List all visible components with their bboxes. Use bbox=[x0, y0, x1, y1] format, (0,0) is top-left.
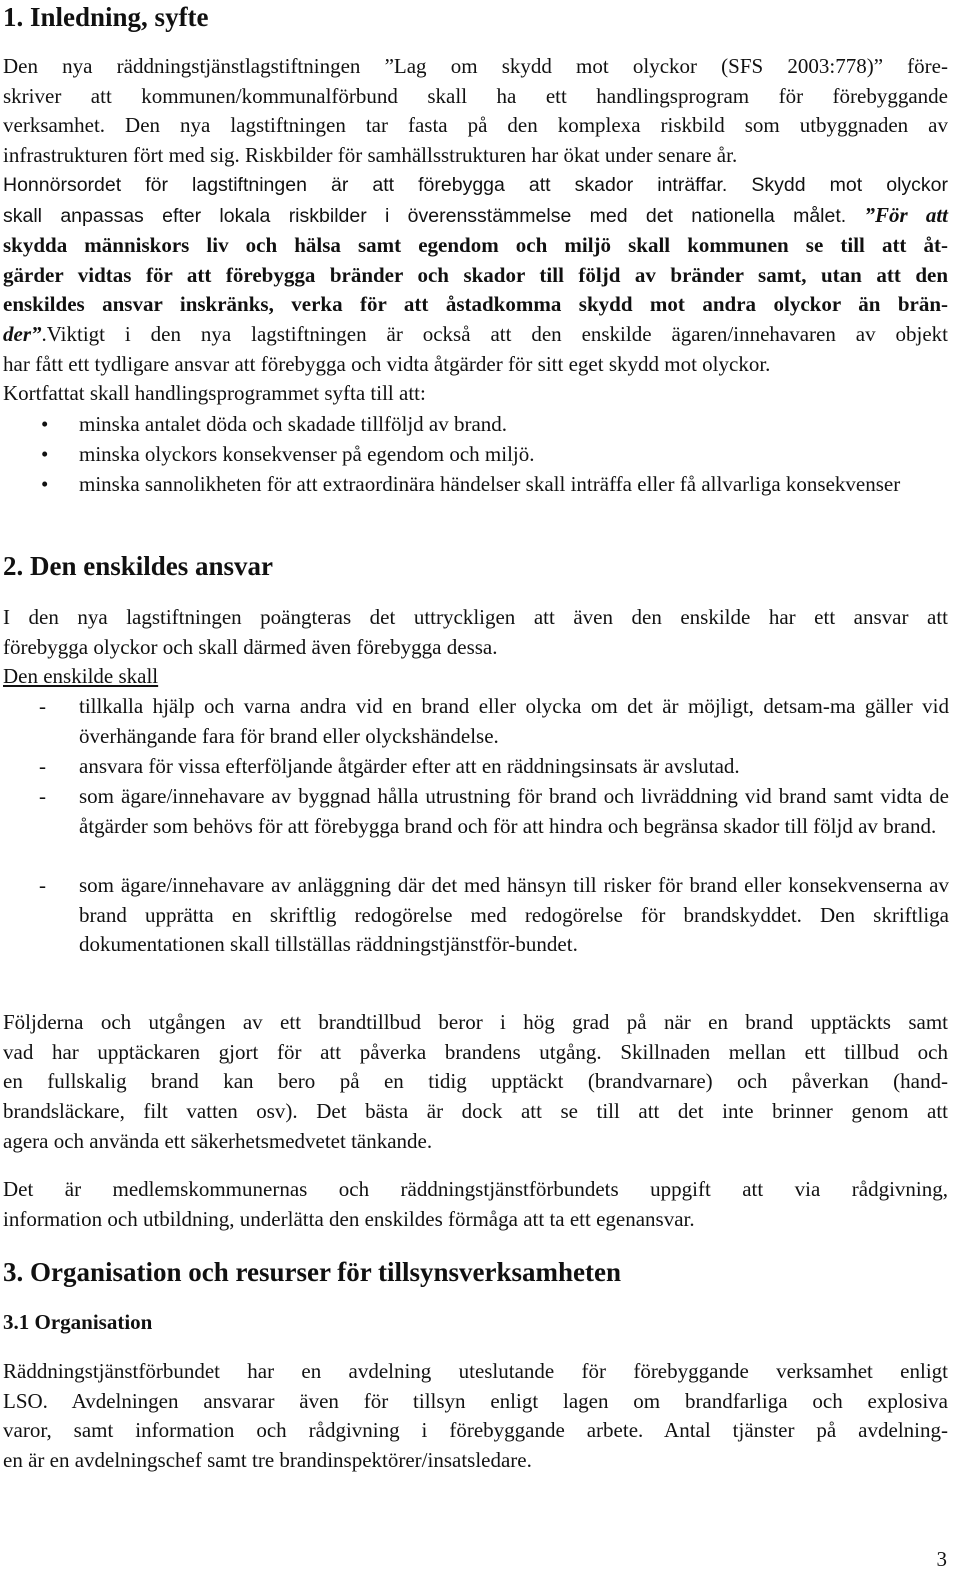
dash-text: som ägare/innehavare av byggnad hålla utrustning för brand och livräddning vid brand samt vidta de åtgärder som behövs för att förebygga brand och för att hindra och begränsa skador till följd av brand. bbox=[79, 784, 949, 838]
text-line: Det är medlemskommunernas och räddningstjänstförbundets uppgift att via rådgivning, bbox=[3, 1177, 948, 1201]
text-line bbox=[3, 320, 948, 350]
bullet-text: minska antalet döda och skadade tillföljd av brand. bbox=[79, 412, 508, 436]
text-line: en fullskalig brand kan bero på en tidig upptäckt (brandvarnare) och påverkan (hand- bbox=[3, 1069, 948, 1094]
quote-line: skydda människors liv och hälsa samt egendom och miljö skall kommunen se till att åt- bbox=[3, 233, 948, 257]
bullet-icon: • bbox=[41, 412, 49, 436]
text-line: verksamhet. Den nya lagstiftningen tar fasta på den komplexa riskbild som utbyggnaden av bbox=[3, 113, 948, 138]
bullet-text: minska olyckors konsekvenser på egendom och miljö. bbox=[79, 442, 535, 466]
text-line: I den nya lagstiftningen poängteras det uttryckligen att även den enskilde har ett ansvar att bbox=[3, 605, 948, 629]
dash-text: tillkalla hjälp och varna andra vid en brand eller olycka om det är möjligt, detsam-ma gäller vid överhängande fara för brand eller olyckshändelse. bbox=[79, 694, 949, 748]
organisation-paragraph bbox=[3, 1357, 948, 1476]
text-fragment: .Viktigt i den nya lagstiftningen är också att den enskilde ägaren/innehavaren av objekt bbox=[41, 322, 948, 346]
dash-icon: - bbox=[39, 754, 46, 778]
text-line: varor, samt information och rådgivning i förebyggande arbete. Antal tjänster på avdelning- bbox=[3, 1418, 948, 1443]
quote-line: gärder vidtas för att förebygga bränder och skador till följd av bränder samt, utan att den bbox=[3, 262, 948, 287]
text-line: Kortfattat skall handlingsprogrammet syfta till att: bbox=[3, 381, 426, 406]
dash-text: ansvara för vissa efterföljande åtgärder efter att en räddningsinsats är avslutad. bbox=[79, 754, 740, 778]
section-2-intro bbox=[3, 603, 948, 662]
intro-paragraph bbox=[3, 52, 948, 171]
text-line: Den nya räddningstjänstlagstiftningen ”Lag om skydd mot olyckor (SFS 2003:778)” före- bbox=[3, 54, 948, 78]
bullet-text: minska sannolikheten för att extraordinära händelser skall inträffa eller få allvarliga konsekvenser bbox=[79, 472, 901, 496]
purpose-paragraph bbox=[3, 171, 948, 231]
section-1-heading: 1. Inledning, syfte bbox=[3, 2, 209, 32]
text-line: brandsläckare, filt vatten osv). Det bästa är dock att se till att det inte brinner genom att bbox=[3, 1099, 948, 1124]
text-line: en är en avdelningschef samt tre brandinspektörer/insatsledare. bbox=[3, 1448, 532, 1473]
text-line: LSO. Avdelningen ansvarar även för tillsyn enligt lagen om brandfarliga och explosiva bbox=[3, 1388, 948, 1413]
text-line: Följderna och utgången av ett brandtillbud beror i hög grad på när en brand upptäckts samt bbox=[3, 1010, 948, 1034]
municipality-paragraph bbox=[3, 1175, 948, 1234]
section-3-1-heading: 3.1 Organisation bbox=[3, 1310, 153, 1334]
section-3-heading: 3. Organisation och resurser för tillsynsverksamheten bbox=[3, 1257, 621, 1287]
bullet-icon: • bbox=[41, 442, 49, 466]
bullet-icon: • bbox=[41, 472, 49, 496]
dash-icon: - bbox=[39, 873, 46, 897]
text-line: förebygga olyckor och skall därmed även förebygga dessa. bbox=[3, 634, 498, 659]
responsibility-paragraph bbox=[3, 320, 948, 409]
text-line: infrastrukturen fört med sig. Riskbilder för samhällsstrukturen har ökat under senare år. bbox=[3, 143, 738, 168]
law-quote-end: der” bbox=[3, 322, 42, 346]
quote-line: enskildes ansvar inskränks, verka för att åstadkomma skydd mot andra olyckor än brän- bbox=[3, 292, 948, 317]
text-line: har fått ett tydligare ansvar att förebygga och vidta åtgärder för sitt eget skydd mot olyckor. bbox=[3, 351, 771, 376]
list-subheading: Den enskilde skall bbox=[3, 664, 159, 688]
section-2-heading: 2. Den enskildes ansvar bbox=[3, 551, 274, 581]
dash-icon: - bbox=[39, 694, 46, 718]
law-quote-start: ”För att bbox=[864, 202, 948, 227]
law-quote bbox=[3, 231, 948, 320]
text-line: Honnörsordet för lagstiftningen är att förebygga att skador inträffar. Skydd mot olyckor bbox=[3, 174, 948, 196]
text-line: Räddningstjänstförbundet har en avdelning uteslutande för förebyggande verksamhet enligt bbox=[3, 1359, 948, 1383]
text-line: information och utbildning, underlätta den enskildes förmåga att ta ett egenansvar. bbox=[3, 1206, 695, 1231]
dash-icon: - bbox=[39, 784, 46, 808]
consequences-paragraph bbox=[3, 1008, 948, 1157]
text-line: vad har upptäckaren gjort för att påverka brandens utgång. Skillnaden mellan ett tillbud och bbox=[3, 1039, 948, 1064]
dash-text: som ägare/innehavare av anläggning där det med hänsyn till risker för brand eller konsekvenserna av brand upprätta en skriftlig redogörelse med redogörelse för brandskyddet. Den skriftliga dokumentationen skall tillställas räddningstjänstför-bundet. bbox=[79, 873, 949, 957]
page-number: 3 bbox=[936, 1547, 947, 1571]
text-line: skriver att kommunen/kommunalförbund skall ha ett handlingsprogram för förebyggande bbox=[3, 83, 948, 108]
text-line: agera och använda ett säkerhetsmedvetet tänkande. bbox=[3, 1128, 433, 1153]
text-line bbox=[3, 201, 948, 232]
text-fragment: skall anpassas efter lokala riskbilder i överensstämmelse med det nationella målet. bbox=[3, 204, 847, 227]
